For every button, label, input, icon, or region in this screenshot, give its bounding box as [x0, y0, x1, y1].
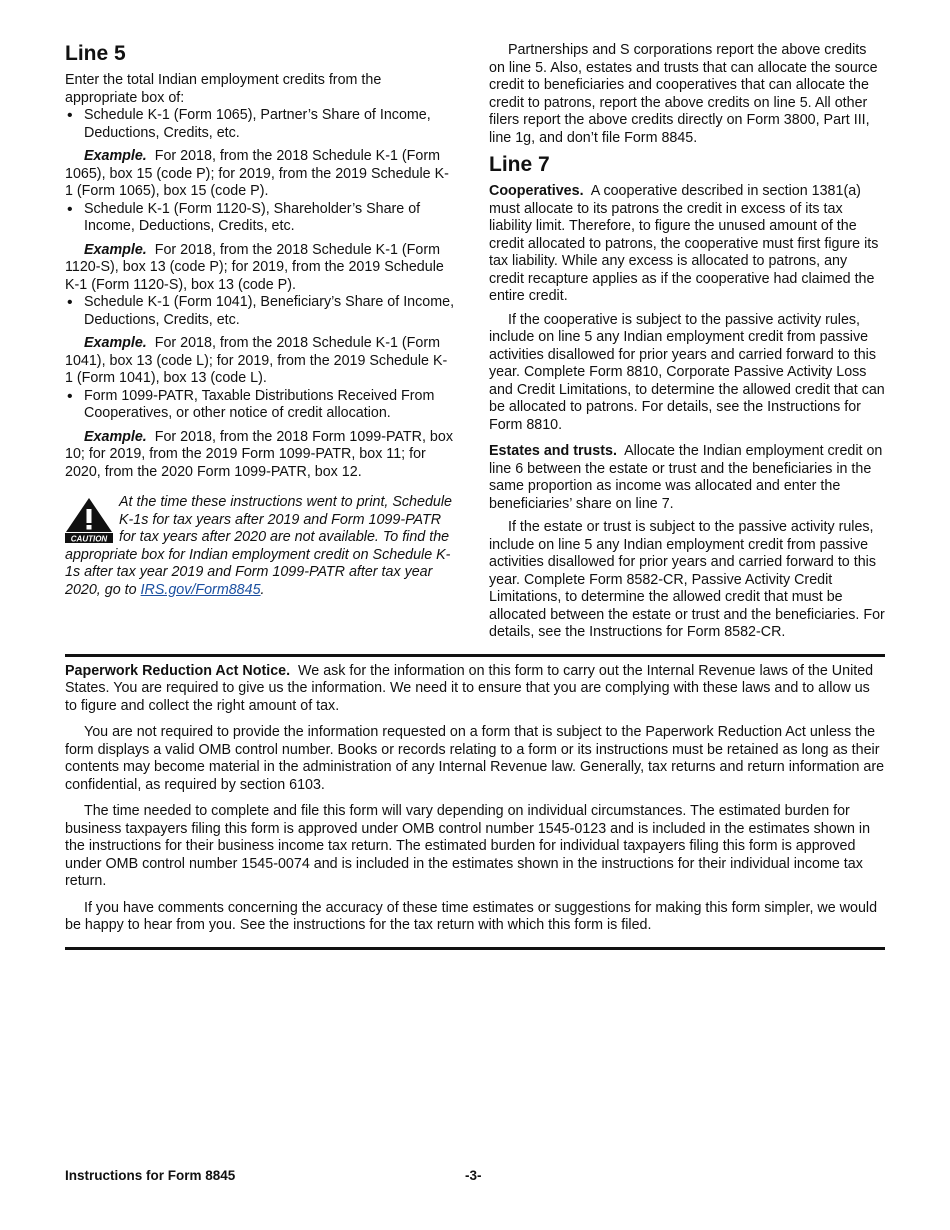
cooperatives-label: Cooperatives. — [489, 183, 584, 200]
estates-text: Allocate the Indian employment credit on line 6 between the estate or trust and the beneficiaries in the same proportion as income was allocated and enter the beneficiaries’ share on line 7. — [489, 443, 883, 512]
example-paragraph — [65, 335, 455, 388]
example-text: For 2018, from the 2018 Form 1099-PATR, box 10; for 2019, from the 2019 Form 1099-PATR, box 11; for 2020, from the 2020 Form 1099-PATR, box 12. — [65, 428, 453, 480]
example-label: Example. — [84, 428, 147, 445]
bullet-icon: • — [67, 107, 73, 125]
example-text: For 2018, from the 2018 Schedule K-1 (Form 1041), box 13 (code L); for 2019, from the 2019 Schedule K-1 (Form 1041), box 13 (code L). — [65, 335, 448, 387]
bullet-item — [65, 201, 455, 236]
caution-note — [65, 494, 455, 599]
estates-label: Estates and trusts. — [489, 443, 617, 460]
bullet-item — [65, 294, 455, 329]
bullet-text: Schedule K-1 (Form 1120-S), Shareholder’s Share of Income, Deductions, Credits, etc. — [84, 200, 421, 235]
line7-heading: Line 7 — [489, 153, 550, 176]
caution-text: At the time these instructions went to print, Schedule K-1s for tax years after 2019 and Form 1099-PATR for tax years after 2020 are not available. To find the appropriate box for Indian employment credit on Schedule K-1s after tax year 2019 and Form 1099-PATR after tax year 2020, go to — [65, 494, 452, 598]
bullet-icon: • — [67, 387, 73, 405]
example-text: For 2018, from the 2018 Schedule K-1 (Form 1120-S), box 13 (code P); for 2019, from the 2019 Schedule K-1 (Form 1120-S), box 13 (code P). — [65, 241, 444, 293]
bullet-item — [65, 388, 455, 423]
left-column — [65, 42, 455, 642]
cooperatives-paragraph — [489, 183, 885, 306]
right-column — [489, 42, 885, 642]
caution-end: . — [260, 581, 265, 598]
bullet-text: Schedule K-1 (Form 1065), Partner’s Share of Income, Deductions, Credits, etc. — [84, 107, 431, 141]
example-paragraph — [65, 148, 455, 201]
example-label: Example. — [84, 241, 147, 258]
two-column-section — [65, 42, 885, 642]
estates-paragraph — [489, 443, 885, 513]
pra-paragraph — [65, 663, 885, 716]
example-paragraph — [65, 429, 455, 482]
caution-label: CAUTION — [70, 534, 108, 544]
line5-heading: Line 5 — [65, 42, 126, 65]
bullet-icon: • — [67, 200, 73, 218]
section-divider — [65, 947, 885, 950]
example-text: For 2018, from the 2018 Schedule K-1 (Form 1065), box 15 (code P); for 2019, from the 2019 Schedule K-1 (Form 1065), box 15 (code P). — [65, 148, 449, 200]
footer-form-name: Instructions for Form 8845 — [65, 1168, 236, 1183]
example-label: Example. — [84, 335, 147, 352]
bullet-item — [65, 107, 455, 142]
pra-paragraph: If you have comments concerning the accuracy of these time estimates or suggestions for making this form simpler, we would be happy to hear from you. See the instructions for the tax return with which this form is filed. — [65, 899, 878, 934]
partnerships-paragraph: Partnerships and S corporations report the above credits on line 5. Also, estates and trusts that can allocate the source credit to beneficiaries and cooperatives that can allocate the credit to patrons, report the above credits on line 5. All other filers report the above credits directly on Form 3800, Part III, line 1g, and don’t file Form 8845. — [489, 42, 878, 146]
paperwork-reduction-notice — [65, 663, 885, 935]
example-label: Example. — [84, 148, 147, 165]
cooperative-passive-paragraph: If the cooperative is subject to the passive activity rules, include on line 5 any Indian employment credit from passive activities disallowed for prior years and carried forward to this year. Complete Form 8810, Corporate Passive Activity Loss and Credit Limitations, to determine the allowed credit that can be allocated to patrons. For details, see the Instructions for Form 8810. — [489, 311, 885, 433]
line5-intro: Enter the total Indian employment credits from the appropriate box of: — [65, 72, 382, 106]
estates-passive-paragraph: If the estate or trust is subject to the passive activity rules, include on line 5 any Indian employment credit from passive activities disallowed for prior years and carried forward to this year. Complete Form 8582-CR, Passive Activity Credit Limitations, to determine the allowed credit that must be allocated between the estate or trust and the beneficiaries. For details, see the Instructions for Form 8582-CR. — [489, 519, 885, 641]
irs-form8845-link[interactable]: IRS.gov/Form8845 — [140, 581, 261, 598]
section-divider — [65, 654, 885, 657]
footer-page-number: -3- — [465, 1168, 482, 1183]
pra-paragraph: You are not required to provide the information requested on a form that is subject to the Paperwork Reduction Act unless the form displays a valid OMB control number. Books or records relating to a form or its instructions must be retained as long as their contents may become material in the administration of any Internal Revenue law. Generally, tax returns and return information are confidential, as required by section 6103. — [65, 724, 885, 793]
caution-icon — [65, 497, 113, 543]
bullet-icon: • — [67, 294, 73, 312]
pra-text: We ask for the information on this form to carry out the Internal Revenue laws of the United States. You are required to give us the information. We need it to ensure that you are complying with these laws and to allow us to figure and collect the right amount of tax. — [65, 662, 874, 714]
bullet-text: Form 1099-PATR, Taxable Distributions Received From Cooperatives, or other notice of credit allocation. — [84, 387, 435, 422]
page-content — [65, 42, 885, 950]
pra-paragraph: The time needed to complete and file this form will vary depending on individual circumstances. The estimated burden for business taxpayers filing this form is approved under OMB control number 1545-0123 and is included in the estimates shown in the instructions for their business income tax return. The estimated burden for individual taxpayers filing this form is approved under OMB control number 1545-0074 and is included in the estimates shown in the instructions for their individual income tax return. — [65, 803, 871, 890]
bullet-text: Schedule K-1 (Form 1041), Beneficiary’s Share of Income, Deductions, Credits, etc. — [84, 294, 455, 328]
pra-label: Paperwork Reduction Act Notice. — [65, 662, 291, 679]
example-paragraph — [65, 242, 455, 295]
cooperatives-text: A cooperative described in section 1381(a) must allocate to its patrons the credit in excess of its tax liability limit. Therefore, to figure the unused amount of the credit allocated to patrons, the cooperative must first figure its tax liability. While any excess is allocated to patrons, any credit recapture applies as if the cooperative had claimed the entire credit. — [489, 183, 879, 305]
